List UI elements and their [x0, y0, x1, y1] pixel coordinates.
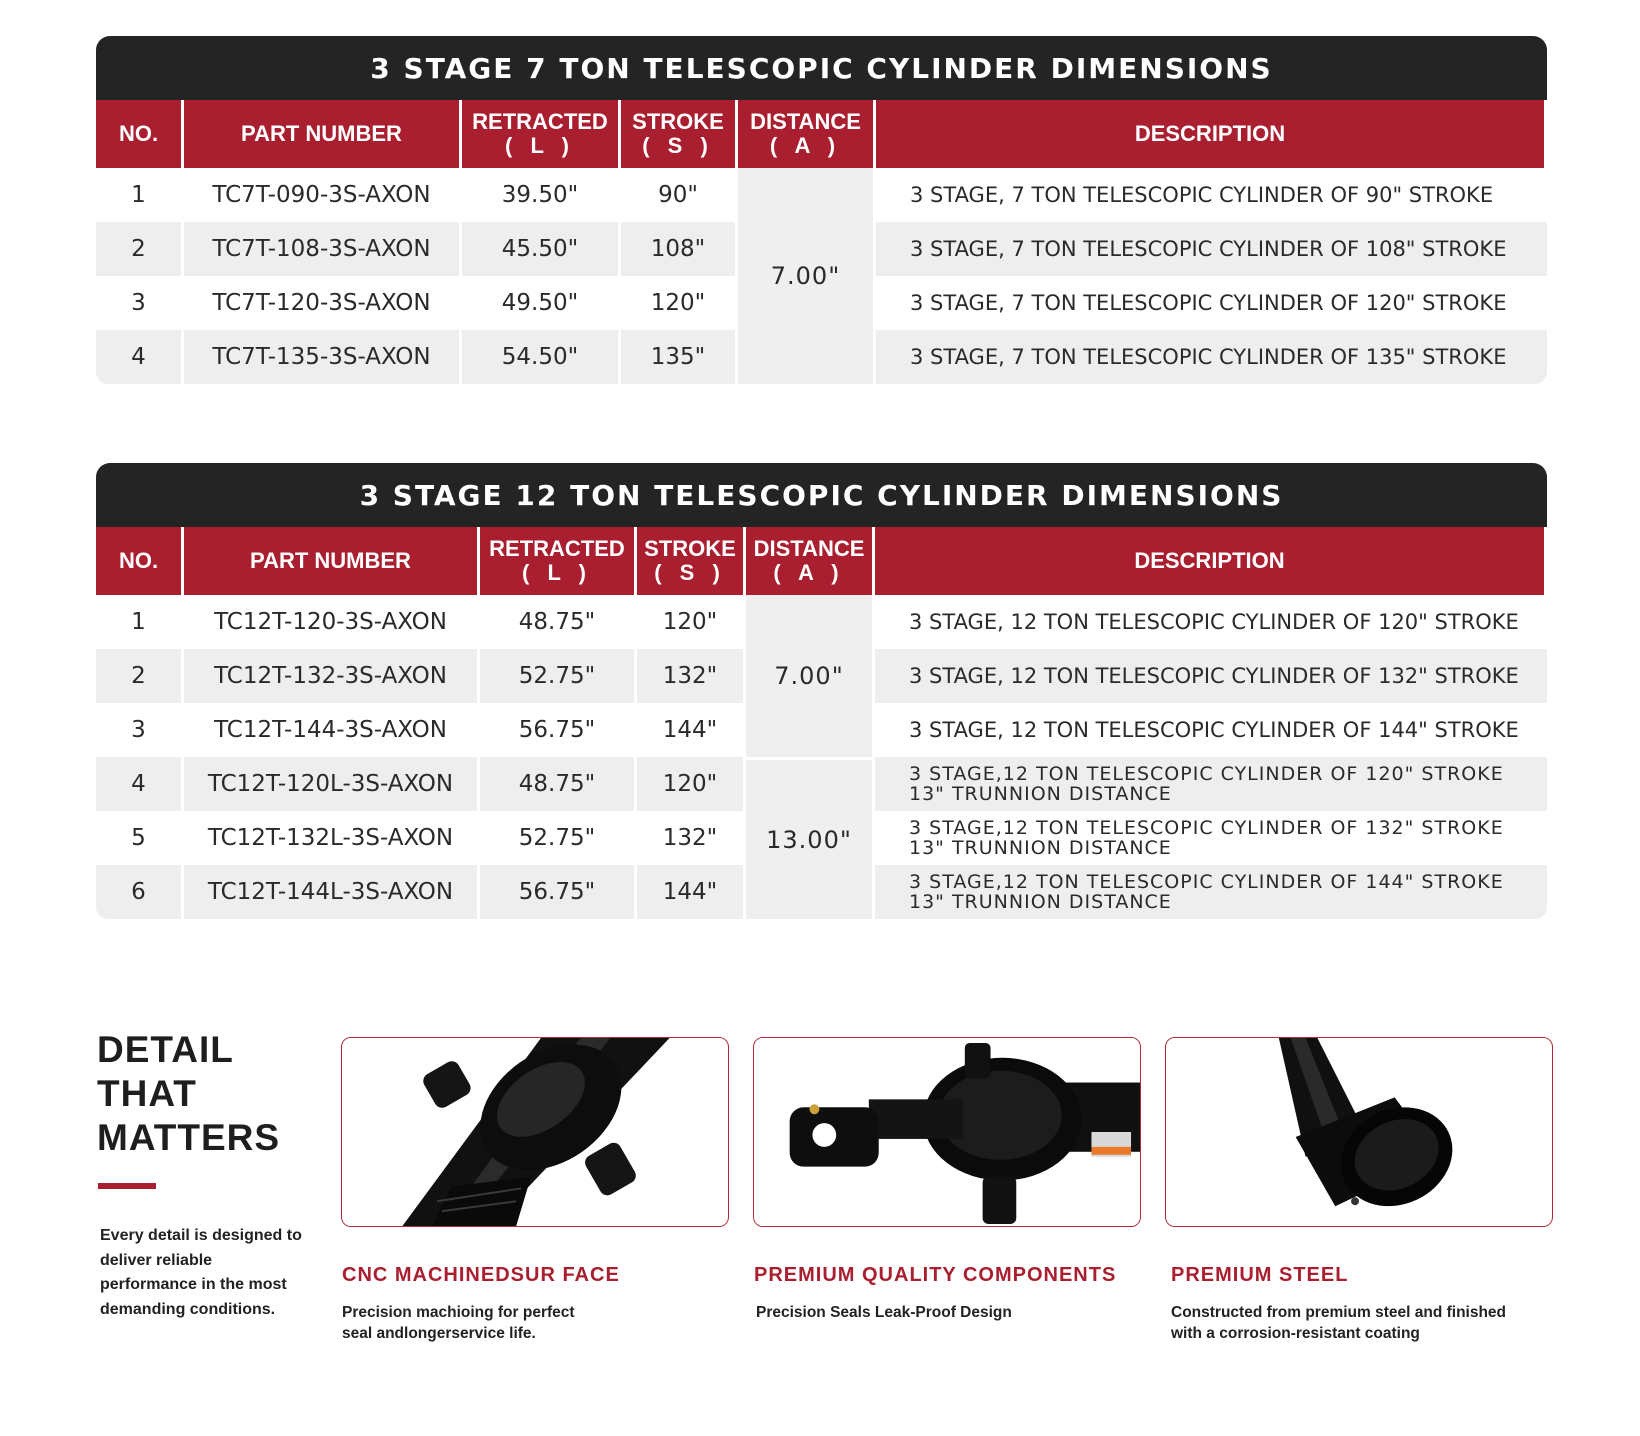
cell-part-number: TC7T-108-3S-AXON — [184, 222, 462, 276]
header-sublabel: ( A ) — [773, 560, 845, 585]
cell-part-number: TC12T-144L-3S-AXON — [184, 865, 480, 919]
cell-retracted: 49.50" — [462, 276, 621, 330]
cell-stroke: 120" — [637, 595, 746, 649]
header-label: STROKE — [632, 109, 724, 134]
header-label: PART NUMBER — [241, 121, 402, 146]
header-sublabel: ( L ) — [522, 560, 592, 585]
header-sublabel: ( S ) — [654, 560, 726, 585]
cylinder-end-cap-photo — [1165, 1037, 1553, 1227]
accent-divider — [98, 1183, 156, 1189]
cell-stroke: 132" — [637, 649, 746, 703]
cell-no: 2 — [96, 222, 184, 276]
header-label: PART NUMBER — [250, 548, 411, 573]
header-stroke — [637, 527, 746, 595]
cylinder-eye-end-image — [754, 1038, 1140, 1226]
header-no — [96, 100, 184, 168]
cell-no: 3 — [96, 703, 184, 757]
cell-stroke: 108" — [621, 222, 738, 276]
cylinder-eye-end-photo — [753, 1037, 1141, 1227]
feature-text — [342, 1302, 575, 1344]
table-title: 3 STAGE 12 TON TELESCOPIC CYLINDER DIMENSIONS — [96, 463, 1547, 527]
cell-part-number: TC12T-120-3S-AXON — [184, 595, 480, 649]
cell-no: 1 — [96, 168, 184, 222]
header-sublabel: ( L ) — [505, 133, 575, 158]
spec-table-7-ton — [96, 36, 1547, 384]
header-label: DISTANCE — [750, 109, 861, 134]
feature-text-line: Constructed from premium steel and finished — [1171, 1304, 1507, 1321]
cell-retracted: 52.75" — [480, 811, 637, 865]
cell-description: 3 STAGE, 12 TON TELESCOPIC CYLINDER OF 132" STROKE — [875, 649, 1547, 703]
cell-description — [875, 757, 1547, 811]
header-sublabel: ( S ) — [642, 133, 714, 158]
cell-retracted: 48.75" — [480, 595, 637, 649]
cell-no: 4 — [96, 757, 184, 811]
cylinder-trunnion-photo — [341, 1037, 729, 1227]
header-stroke — [621, 100, 738, 168]
cell-stroke: 144" — [637, 865, 746, 919]
feature-text-line: with a corrosion-resistant coating — [1171, 1325, 1420, 1342]
cell-no: 4 — [96, 330, 184, 384]
header-retracted — [480, 527, 637, 595]
header-label: DISTANCE — [753, 536, 865, 561]
header-distance — [746, 527, 875, 595]
description-line-2: 13" TRUNNION DISTANCE — [909, 891, 1172, 913]
table-title: 3 STAGE 7 TON TELESCOPIC CYLINDER DIMENSIONS — [96, 36, 1547, 100]
description-line-2: 13" TRUNNION DISTANCE — [909, 837, 1172, 859]
header-part-number — [184, 527, 480, 595]
cell-distance-merged: 7.00" — [746, 595, 875, 757]
cell-no: 5 — [96, 811, 184, 865]
cell-part-number: TC7T-090-3S-AXON — [184, 168, 462, 222]
cell-distance-merged: 7.00" — [738, 168, 876, 384]
table-grid — [96, 527, 1547, 919]
table-grid — [96, 100, 1547, 384]
cell-retracted: 45.50" — [462, 222, 621, 276]
cell-part-number: TC12T-144-3S-AXON — [184, 703, 480, 757]
cell-retracted: 48.75" — [480, 757, 637, 811]
description-line-2: 13" TRUNNION DISTANCE — [909, 783, 1172, 805]
cell-stroke: 135" — [621, 330, 738, 384]
cell-part-number: TC12T-132L-3S-AXON — [184, 811, 480, 865]
header-label: DESCRIPTION — [1134, 548, 1285, 573]
cylinder-end-cap-image — [1166, 1038, 1552, 1226]
feature-text-line: Precision machioing for perfect — [342, 1304, 575, 1321]
detail-heading — [97, 1028, 280, 1160]
cell-description: 3 STAGE, 12 TON TELESCOPIC CYLINDER OF 120" STROKE — [875, 595, 1547, 649]
cell-retracted: 52.75" — [480, 649, 637, 703]
cylinder-trunnion-image — [342, 1038, 728, 1226]
header-label: RETRACTED — [472, 109, 608, 134]
heading-line: DETAIL — [97, 1029, 234, 1070]
feature-text — [1171, 1302, 1506, 1344]
header-label: DESCRIPTION — [1134, 121, 1286, 146]
cell-no: 6 — [96, 865, 184, 919]
cell-description: 3 STAGE, 7 TON TELESCOPIC CYLINDER OF 135" STROKE — [876, 330, 1547, 384]
header-description — [875, 527, 1547, 595]
detail-intro-text: Every detail is designed to deliver reliable performance in the most demanding conditions. — [100, 1227, 302, 1318]
header-no — [96, 527, 184, 595]
cell-description — [875, 811, 1547, 865]
cell-part-number: TC7T-120-3S-AXON — [184, 276, 462, 330]
description-line: 3 STAGE,12 TON TELESCOPIC CYLINDER OF 132" STROKE — [909, 817, 1504, 839]
description-line: 3 STAGE,12 TON TELESCOPIC CYLINDER OF 144" STROKE — [909, 871, 1504, 893]
cell-stroke: 120" — [637, 757, 746, 811]
cell-part-number: TC12T-132-3S-AXON — [184, 649, 480, 703]
cell-no: 3 — [96, 276, 184, 330]
header-sublabel: ( A ) — [769, 133, 842, 158]
heading-line: MATTERS — [97, 1117, 281, 1158]
header-label: STROKE — [644, 536, 736, 561]
cell-stroke: 144" — [637, 703, 746, 757]
cell-description: 3 STAGE, 7 TON TELESCOPIC CYLINDER OF 108" STROKE — [876, 222, 1547, 276]
cell-retracted: 56.75" — [480, 703, 637, 757]
cell-stroke: 132" — [637, 811, 746, 865]
header-description — [876, 100, 1547, 168]
cell-distance-merged: 13.00" — [746, 757, 875, 919]
cell-description: 3 STAGE, 7 TON TELESCOPIC CYLINDER OF 90" STROKE — [876, 168, 1547, 222]
cell-no: 1 — [96, 595, 184, 649]
cell-part-number: TC7T-135-3S-AXON — [184, 330, 462, 384]
header-part-number — [184, 100, 462, 168]
cell-no: 2 — [96, 649, 184, 703]
feature-text-line: Precision Seals Leak-Proof Design — [756, 1304, 1012, 1321]
cell-description: 3 STAGE, 7 TON TELESCOPIC CYLINDER OF 120" STROKE — [876, 276, 1547, 330]
cell-description — [875, 865, 1547, 919]
cell-stroke: 120" — [621, 276, 738, 330]
heading-line: THAT — [97, 1073, 197, 1114]
spec-table-12-ton — [96, 463, 1547, 919]
cell-retracted: 54.50" — [462, 330, 621, 384]
cell-retracted: 39.50" — [462, 168, 621, 222]
feature-title: CNC MACHINEDSUR FACE — [342, 1264, 620, 1286]
header-retracted — [462, 100, 621, 168]
cell-description: 3 STAGE, 12 TON TELESCOPIC CYLINDER OF 144" STROKE — [875, 703, 1547, 757]
feature-text-line: seal andlongerservice life. — [342, 1325, 536, 1342]
header-label: NO. — [118, 548, 159, 573]
header-label: NO. — [118, 121, 159, 146]
description-line: 3 STAGE,12 TON TELESCOPIC CYLINDER OF 120" STROKE — [909, 763, 1504, 785]
cell-part-number: TC12T-120L-3S-AXON — [184, 757, 480, 811]
header-distance — [738, 100, 876, 168]
cell-retracted: 56.75" — [480, 865, 637, 919]
feature-title: PREMIUM QUALITY COMPONENTS — [754, 1264, 1117, 1286]
feature-title: PREMIUM STEEL — [1171, 1264, 1349, 1286]
header-label: RETRACTED — [489, 536, 625, 561]
feature-text — [756, 1302, 1012, 1323]
cell-stroke: 90" — [621, 168, 738, 222]
